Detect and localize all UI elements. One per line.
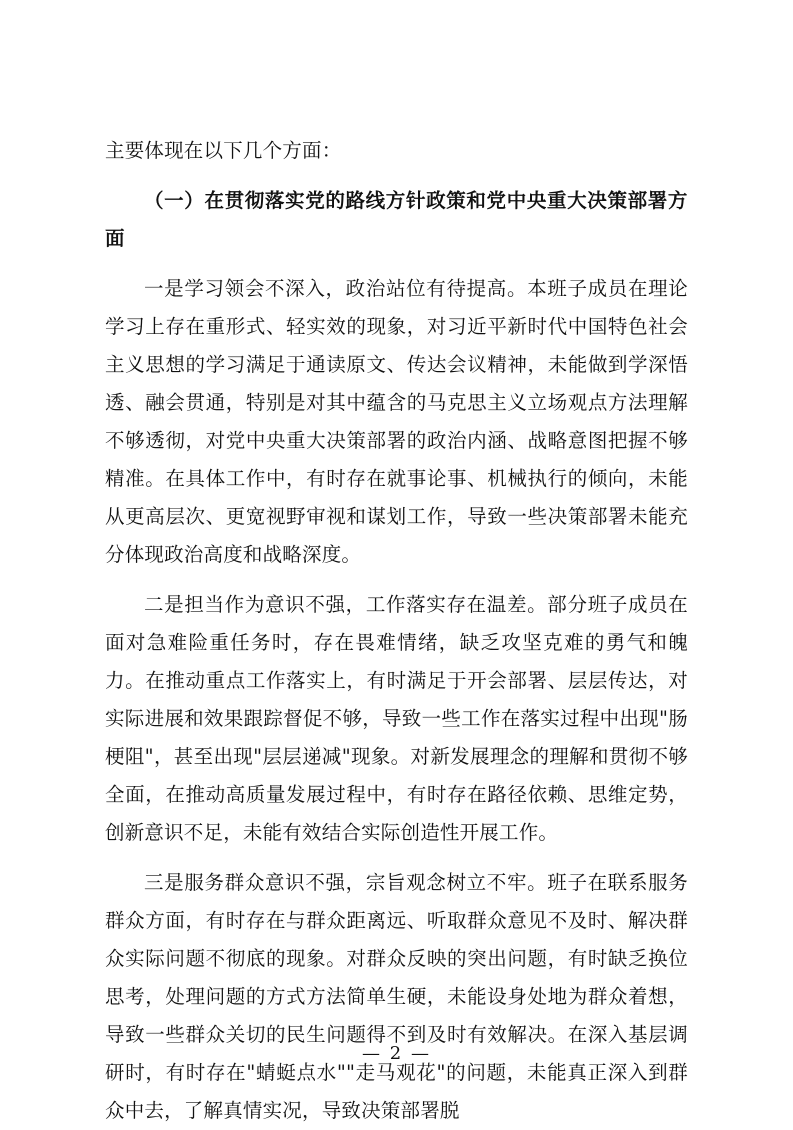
spacer [105, 260, 688, 270]
document-body [105, 132, 688, 1130]
section-heading: （一）在贯彻落实党的路线方针政策和党中央重大决策部署方面 [105, 189, 688, 250]
paragraph-one: 一是学习领会不深入，政治站位有待提高。本班子成员在理论学习上存在重形式、轻实效的现象，对习近平新时代中国特色社会主义思想的学习满足于通读原文、传达会议精神，未能做到学深悟透、融会贯通，特别是对其中蕴含的马克思主义立场观点方法理解不够透彻，对党中央重大决策部署的政治内涵、战略意图把握不够精准。在具体工作中，有时存在就事论事、机械执行的倾向，未能从更高层次、更宽视野审视和谋划工作，导致一些决策部署未能充分体现政治高度和战略深度。 [105, 277, 688, 566]
spacer [105, 854, 688, 864]
spacer [105, 576, 688, 586]
page-number: — 2 — [362, 1043, 431, 1064]
spacer [105, 172, 688, 182]
paragraph-three: 三是服务群众意识不强，宗旨观念树立不牢。班子在联系服务群众方面，有时存在与群众距离远、听取群众意见不及时、解决群众实际问题不彻底的现象。对群众反映的突出问题，有时缺乏换位思考，处理问题的方式方法简单生硬，未能设身处地为群众着想，导致一些群众关切的民生问题得不到及时有效解决。在深入基层调研时，有时存在"蜻蜓点水""走马观花"的问题，未能真正深入到群众中去，了解真情实况，导致决策部署脱 [105, 871, 688, 1122]
lead-line: 主要体现在以下几个方面： [105, 139, 342, 162]
paragraph-two: 二是担当作为意识不强，工作落实存在温差。部分班子成员在面对急难险重任务时，存在畏难情绪，缺乏攻坚克难的勇气和魄力。在推动重点工作落实上，有时满足于开会部署、层层传达，对实际进展和效果跟踪督促不够，导致一些工作在落实过程中出现"肠梗阻"，甚至出现"层层递减"现象。对新发展理念的理解和贯彻不够全面，在推动高质量发展过程中，有时存在路径依赖、思维定势，创新意识不足，未能有效结合实际创造性开展工作。 [105, 593, 688, 844]
